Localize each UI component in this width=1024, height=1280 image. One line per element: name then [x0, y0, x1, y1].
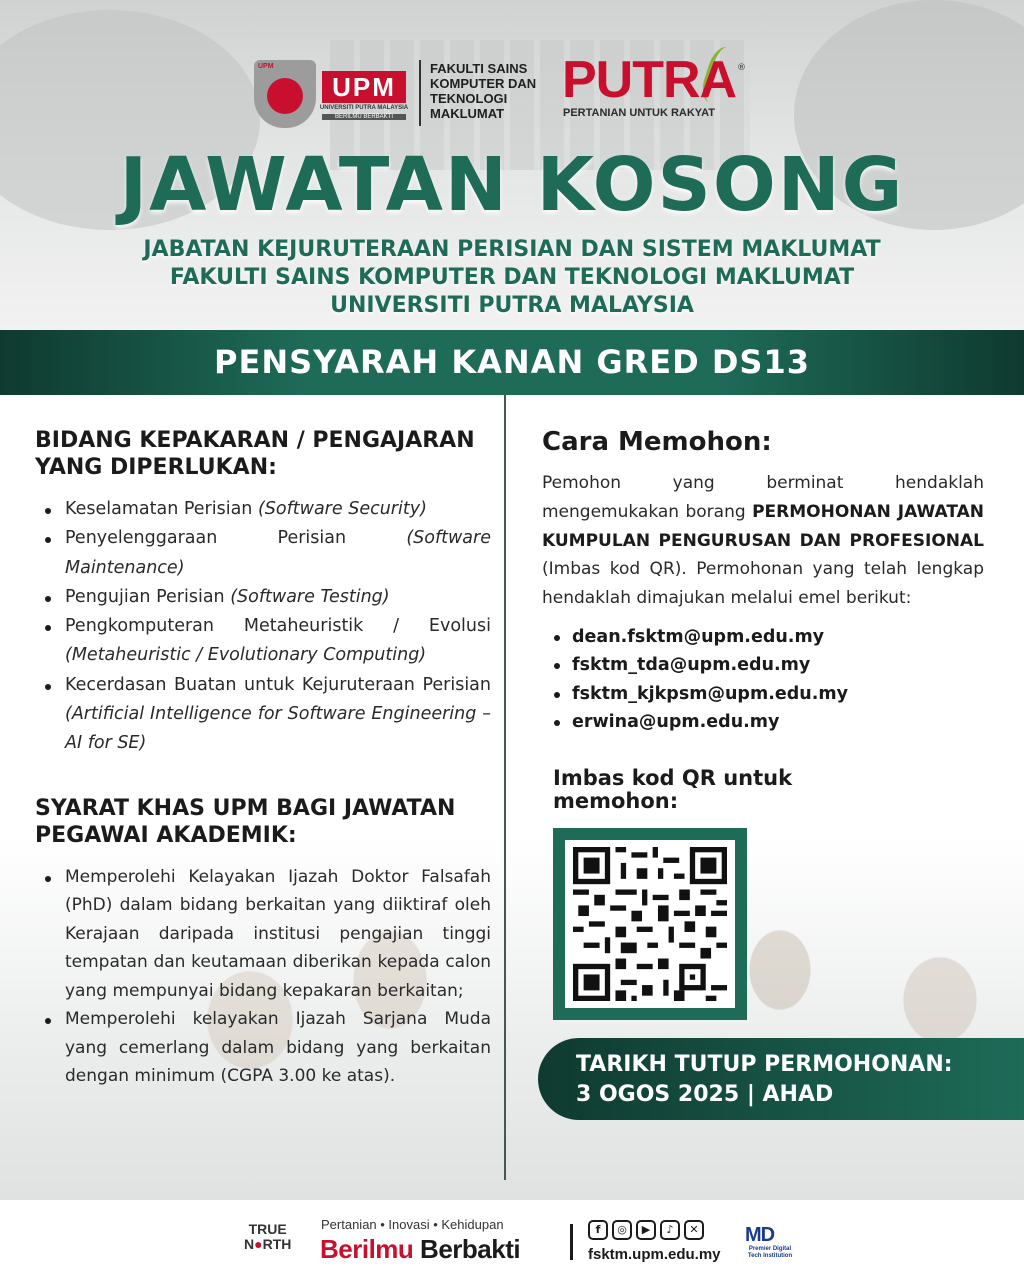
qr-code-image: [565, 840, 735, 1008]
item-english: (Artificial Intelligence for Software Engineering – AI for SE): [65, 704, 491, 754]
faculty-logo-text: [430, 61, 560, 121]
true-north-line: [244, 1237, 291, 1252]
email-link[interactable]: erwina@upm.edu.my: [542, 708, 984, 737]
deadline-date: 3 OGOS 2025 | AHAD: [576, 1082, 834, 1107]
qr-code[interactable]: [553, 828, 747, 1020]
left-column: [35, 427, 491, 1091]
md-tagline: Premier Digital Tech Institution: [747, 1246, 793, 1259]
slogan-black: Berbakti: [420, 1234, 521, 1264]
requirements-section: [35, 795, 491, 1091]
faculty-logo-line: KOMPUTER DAN: [430, 76, 537, 91]
university-line: UNIVERSITI PUTRA MALAYSIA: [330, 293, 694, 318]
email-link[interactable]: fsktm_tda@upm.edu.my: [542, 651, 984, 680]
item-text: Pengkomputeran Metaheuristik / Evolusi: [65, 616, 491, 637]
email-link[interactable]: fsktm_kjkpsm@upm.edu.my: [542, 680, 984, 709]
website-link[interactable]: fsktm.upm.edu.my: [588, 1246, 721, 1263]
tiktok-icon[interactable]: ♪: [660, 1220, 680, 1240]
list-item: Memperolehi Kelayakan Ijazah Doktor Falsafah (PhD) dalam bidang berkaitan yang diiktiraf oleh Kerajaan daripada institusi pengajian tinggi tempatan dan keutamaan diberikan kepada calon yang mempunyai bidang kepakaran berkaitan;: [35, 863, 491, 1006]
position-banner: PENSYARAH KANAN GRED DS13: [0, 330, 1024, 395]
logo-divider: [419, 60, 421, 126]
true-north-n: N: [244, 1236, 255, 1252]
true-north-line: TRUE: [248, 1221, 287, 1237]
slogan-red: Berilmu: [320, 1234, 414, 1264]
apply-text: Pemohon yang berminat hendaklah mengemukakan borang: [542, 473, 984, 522]
deadline-label: TARIKH TUTUP PERMOHONAN:: [576, 1052, 953, 1077]
list-item: [35, 495, 491, 524]
list-item: Memperolehi kelayakan Ijazah Sarjana Muda yang cemerlang dalam bidang yang berkaitan dengan minimum (CGPA 3.00 ke atas).: [35, 1005, 491, 1091]
page-title: JAWATAN KOSONG: [119, 142, 905, 228]
item-english: (Software Testing): [230, 586, 390, 607]
footer-tagline: Pertanian • Inovasi • Kehidupan: [321, 1217, 504, 1232]
true-north-logo: [244, 1222, 291, 1252]
email-link[interactable]: dean.fsktm@upm.edu.my: [542, 623, 984, 652]
faculty-logo-line: FAKULTI SAINS: [430, 61, 528, 76]
facebook-icon[interactable]: f: [588, 1220, 608, 1240]
department-line: JABATAN KEJURUTERAAN PERISIAN DAN SISTEM MAKLUMAT: [143, 237, 881, 262]
deadline-banner: [538, 1038, 1024, 1120]
logo-bar: [0, 45, 1024, 135]
upm-fullname: UNIVERSITI PUTRA MALAYSIA: [319, 105, 409, 111]
apply-heading: Cara Memohon:: [542, 427, 772, 457]
department-block: [0, 236, 1024, 320]
email-list: [542, 623, 984, 737]
footer-divider: [570, 1224, 573, 1260]
item-english: (Metaheuristic / Evolutionary Computing): [65, 645, 427, 666]
faculty-logo-line: MAKLUMAT: [430, 106, 505, 121]
upm-shield-logo: [254, 60, 316, 128]
expertise-heading: BIDANG KEPAKARAN / PENGAJARAN YANG DIPERLUKAN:: [35, 428, 475, 480]
column-divider: [504, 395, 506, 1180]
item-english: (Software Maintenance): [65, 528, 491, 578]
upm-motto: BERILMU BERBAKTI: [322, 114, 406, 120]
youtube-icon[interactable]: ▶: [636, 1220, 656, 1240]
list-item: [35, 524, 491, 583]
apply-instructions: [542, 469, 984, 613]
upm-wordmark: UPM: [322, 71, 406, 103]
putra-tagline: PERTANIAN UNTUK RAKYAT: [563, 107, 715, 119]
faculty-line: FAKULTI SAINS KOMPUTER DAN TEKNOLOGI MAKLUMAT: [169, 265, 855, 290]
putra-logo: PUTRA: [562, 51, 737, 109]
upm-shield-label: UPM: [258, 63, 274, 70]
item-text: Penyelenggaraan Perisian: [65, 528, 347, 549]
qr-pattern: [573, 847, 727, 1001]
expertise-list: [35, 495, 491, 759]
item-text: Pengujian Perisian: [65, 586, 225, 607]
true-north-rth: RTH: [262, 1236, 292, 1252]
footer-slogan: [320, 1234, 520, 1265]
footer: [0, 1200, 1024, 1280]
compass-icon: ●: [254, 1236, 263, 1252]
faculty-logo-line: TEKNOLOGI: [430, 91, 508, 106]
instagram-icon[interactable]: ◎: [612, 1220, 632, 1240]
item-english: (Software Security): [257, 499, 427, 519]
md-logo: MD: [745, 1224, 775, 1246]
list-item: [35, 671, 491, 759]
registered-mark: ®: [737, 63, 746, 73]
x-icon[interactable]: ✕: [684, 1220, 704, 1240]
requirements-heading: SYARAT KHAS UPM BAGI JAWATAN PEGAWAI AKADEMIK:: [35, 795, 456, 848]
apply-text: (Imbas kod QR). Permohonan yang telah lengkap hendaklah dimajukan melalui emel berikut:: [542, 559, 984, 609]
form-name: PERMOHONAN JAWATAN KUMPULAN PENGURUSAN DAN PROFESIONAL: [542, 501, 985, 551]
list-item: [35, 612, 491, 671]
item-text: Keselamatan Perisian: [65, 499, 253, 519]
list-item: [35, 583, 491, 612]
social-icons: [588, 1220, 704, 1240]
requirements-list: [35, 863, 491, 1091]
qr-label: Imbas kod QR untuk memohon:: [553, 766, 793, 813]
item-text: Kecerdasan Buatan untuk Kejuruteraan Perisian: [65, 674, 491, 695]
right-column: [542, 427, 984, 737]
